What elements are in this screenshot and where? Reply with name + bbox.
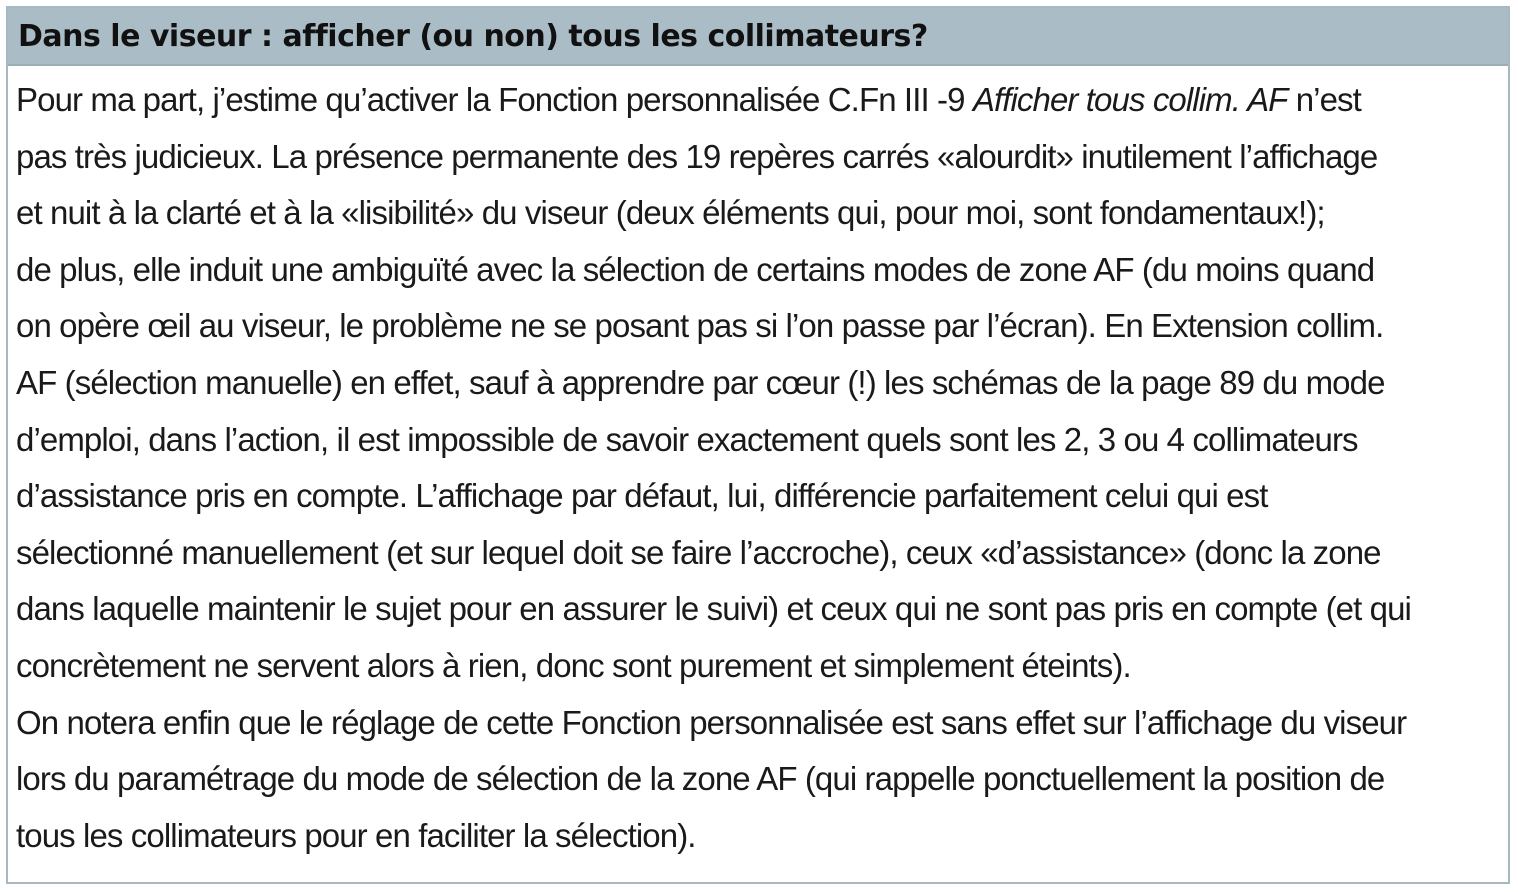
body-line-1	[16, 72, 1500, 129]
body-line-1-end: n’est	[1287, 81, 1361, 118]
body-line-9: sélectionné manuellement (et sur lequel doit se faire l’accroche), ceux «d’assistance» (donc la zone	[16, 533, 1381, 571]
body-line-3: et nuit à la clarté et à la «lisibilité» du viseur (deux éléments qui, pour moi, sont fondamentaux!);	[16, 194, 1325, 232]
body-line-1-text: Pour ma part, j’estime qu’activer la Fonction personnalisée C.Fn III -9	[16, 81, 973, 118]
body-line-14: tous les collimateurs pour en faciliter la sélection).	[16, 816, 696, 854]
body-line-2: pas très judicieux. La présence permanente des 19 repères carrés «alourdit» inutilement l’affichage	[16, 137, 1378, 175]
body-line-4: de plus, elle induit une ambiguïté avec la sélection de certains modes de zone AF (du moins quand	[16, 250, 1375, 288]
body-line-10: dans laquelle maintenir le sujet pour en assurer le suivi) et ceux qui ne sont pas pris en compte (et qui	[16, 590, 1411, 628]
body-line-6: AF (sélection manuelle) en effet, sauf à apprendre par cœur (!) les schémas de la page 89 du mode	[16, 363, 1385, 401]
box-body	[8, 66, 1508, 864]
box-header	[8, 8, 1508, 66]
body-line-7: d’emploi, dans l’action, il est impossible de savoir exactement quels sont les 2, 3 ou 4 collimateurs	[16, 420, 1358, 458]
function-name-italic: Afficher tous collim. AF	[972, 81, 1288, 118]
box-title: Dans le viseur : afficher (ou non) tous les collimateurs?	[18, 18, 928, 54]
body-line-12: On notera enfin que le réglage de cette Fonction personnalisée est sans effet sur l’affichage du viseur	[16, 703, 1407, 741]
body-line-11: concrètement ne servent alors à rien, donc sont purement et simplement éteints).	[16, 646, 1131, 684]
body-line-8: d’assistance pris en compte. L’affichage par défaut, lui, différencie parfaitement celui qui est	[16, 477, 1268, 515]
body-line-5: on opère œil au viseur, le problème ne se posant pas si l’on passe par l’écran). En Extension collim.	[16, 307, 1384, 345]
body-line-13: lors du paramétrage du mode de sélection de la zone AF (qui rappelle ponctuellement la position de	[16, 760, 1385, 798]
sidebar-box	[6, 6, 1510, 884]
